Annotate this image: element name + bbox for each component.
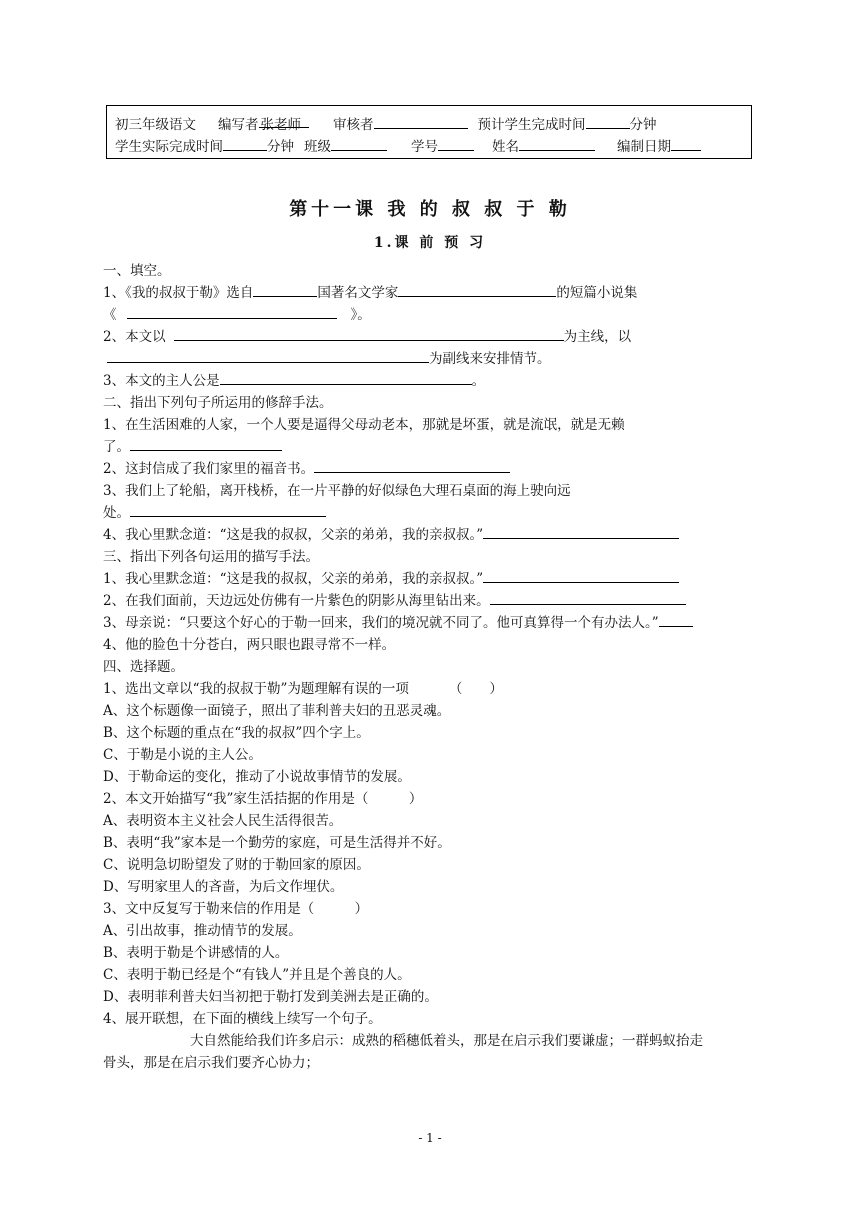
continuation-paragraph-line1: 大自然能给我们许多启示：成熟的稻穗低着头，那是在启示我们要谦虚；一群蚂蚁抬走 <box>190 1033 703 1049</box>
expected-minutes-label: 分钟 <box>629 117 657 133</box>
expected-time-blank <box>586 114 630 129</box>
choice-q4-line: 4、展开联想，在下面的横线上续写一个句子。 <box>103 1011 382 1027</box>
name-blank <box>519 136 595 151</box>
desc-q1-blank[interactable] <box>483 569 679 583</box>
q2-blank-subline[interactable] <box>107 349 429 363</box>
desc-q2-blank[interactable] <box>490 591 686 605</box>
grade-label: 初三年级语文 <box>115 117 196 133</box>
q2-subline <box>103 347 551 367</box>
date-blank <box>671 136 701 151</box>
choice-q3-option-d: D、表明菲利普夫妇当初把于勒打发到美洲去是正确的。 <box>103 989 438 1005</box>
rhetoric-q4-text: 4、我心里默念道：“这是我的叔叔，父亲的弟弟，我的亲叔叔。” <box>103 527 484 543</box>
choice-q3-line: 3、文中反复写于勒来信的作用是（ ） <box>103 901 369 917</box>
rhetoric-q3-end: 处。 <box>103 505 130 521</box>
q2-text-3: 为副线来安排情节。 <box>429 351 551 367</box>
reviewer-label: 审核者 <box>333 117 374 133</box>
rhetoric-q1-blank[interactable] <box>130 437 282 451</box>
desc-q2-text: 2、在我们面前，天边远处仿佛有一片紫色的阴影从海里钻出来。 <box>103 593 490 609</box>
class-blank <box>331 136 387 151</box>
q1-blank-author[interactable] <box>398 283 556 297</box>
choice-q1-option-b: B、这个标题的重点在“我的叔叔”四个字上。 <box>103 725 370 741</box>
desc-q1-line <box>103 567 679 587</box>
author-label: 编写者 <box>218 117 259 133</box>
rhetoric-q4-blank[interactable] <box>483 525 679 539</box>
section-heading-fill-in: 一、填空。 <box>103 263 171 279</box>
reviewer-blank <box>374 114 468 129</box>
choice-q1-option-d: D、于勒命运的变化，推动了小说故事情节的发展。 <box>103 769 411 785</box>
desc-q1-text: 1、我心里默念道：“这是我的叔叔，父亲的弟弟，我的亲叔叔。” <box>103 571 484 587</box>
q3-period: 。 <box>471 373 486 389</box>
choice-q1-line <box>103 677 503 697</box>
name-label: 姓名 <box>492 139 519 155</box>
rhetoric-q2-text: 2、这封信成了我们家里的福音书。 <box>103 461 315 477</box>
rhetoric-q3-line2 <box>103 501 326 521</box>
header-row-1 <box>115 113 657 133</box>
section-heading-description: 三、指出下列各句运用的描写手法。 <box>103 549 319 565</box>
choice-q1-answer-paren[interactable]: （ ） <box>448 681 503 697</box>
page-number: - 1 - <box>418 1131 442 1145</box>
rhetoric-q2-blank[interactable] <box>314 459 510 473</box>
q3-blank-protagonist[interactable] <box>220 371 472 385</box>
choice-q1-option-a: A、这个标题像一面镜子，照出了菲利普夫妇的丑恶灵魂。 <box>103 703 451 719</box>
desc-q2-line <box>103 589 686 609</box>
q1-collection-line <box>103 303 371 323</box>
choice-q3-option-b: B、表明于勒是个讲感情的人。 <box>103 945 289 961</box>
lesson-title: 第十一课 我 的 叔 叔 于 勒 <box>289 199 571 220</box>
continuation-paragraph-line2: 骨头，那是在启示我们要齐心协力； <box>103 1055 319 1071</box>
choice-q2-option-b: B、表明“我”家本是一个勤劳的家庭，可是生活得并不好。 <box>103 835 451 851</box>
q2-text-2: 为主线，以 <box>563 329 632 345</box>
section-heading-choice: 四、选择题。 <box>103 659 184 675</box>
choice-q2-line: 2、本文开始描写“我”家生活拮据的作用是（ ） <box>103 791 423 807</box>
header-row-2 <box>115 135 701 155</box>
actual-time-blank <box>223 136 267 151</box>
rhetoric-q4-line <box>103 523 679 543</box>
class-label: 班级 <box>304 139 331 155</box>
rhetoric-q3-line1: 3、我们上了轮船，离开栈桥，在一片平静的好似绿色大理石桌面的海上驶向远 <box>103 483 571 499</box>
q1-book-open: 《 <box>103 307 117 323</box>
q1-text-3: 的短篇小说集 <box>556 285 638 301</box>
date-label: 编制日期 <box>617 139 671 155</box>
student-no-label: 学号 <box>411 139 438 155</box>
actual-minutes-label: 分钟 <box>267 139 294 155</box>
q2-blank-mainline[interactable] <box>174 327 564 341</box>
q1-text: 1、《我的叔叔于勒》选自 <box>103 285 254 301</box>
q1-blank-collection[interactable] <box>127 305 337 319</box>
author-name: 张老师 <box>259 113 310 128</box>
desc-q4-line: 4、他的脸色十分苍白，两只眼也跟寻常不一样。 <box>103 637 396 653</box>
q1-book-close: 》。 <box>350 307 371 323</box>
expected-time-label: 预计学生完成时间 <box>477 117 586 133</box>
choice-q1-text: 1、选出文章以“我的叔叔于勒”为题理解有误的一项 <box>103 681 409 697</box>
q1-fill-line <box>103 281 637 301</box>
desc-q3-blank[interactable] <box>659 613 693 627</box>
desc-q3-line <box>103 611 693 631</box>
choice-q2-option-d: D、写明家里人的吝啬，为后文作埋伏。 <box>103 879 344 895</box>
actual-time-label: 学生实际完成时间 <box>115 139 223 155</box>
rhetoric-q2-line <box>103 457 510 477</box>
section-heading-rhetoric: 二、指出下列句子所运用的修辞手法。 <box>103 395 333 411</box>
choice-q2-option-a: A、表明资本主义社会人民生活得很苦。 <box>103 813 343 829</box>
choice-q3-option-c: C、表明于勒已经是个“有钱人”并且是个善良的人。 <box>103 967 411 983</box>
student-no-blank <box>438 136 474 151</box>
q3-text: 3、本文的主人公是 <box>103 373 220 389</box>
rhetoric-q1-line2 <box>103 435 282 455</box>
rhetoric-q3-blank[interactable] <box>130 503 326 517</box>
q3-fill-line <box>103 369 485 389</box>
desc-q3-text: 3、母亲说：“只要这个好心的于勒一回来，我们的境况就不同了。他可真算得一个有办法人。” <box>103 615 659 631</box>
section-subtitle: 1.课 前 预 习 <box>373 235 487 251</box>
q1-blank-country[interactable] <box>253 283 317 297</box>
choice-q2-option-c: C、说明急切盼望发了财的于勒回家的原因。 <box>103 857 370 873</box>
info-header-box <box>106 105 752 159</box>
rhetoric-q1-line1: 1、在生活困难的人家，一个人要是逼得父母动老本，那就是坏蛋，就是流氓，就是无赖 <box>103 417 625 433</box>
q2-text: 2、本文以 <box>103 329 166 345</box>
choice-q1-option-c: C、于勒是小说的主人公。 <box>103 747 262 763</box>
choice-q3-option-a: A、引出故事，推动情节的发展。 <box>103 923 302 939</box>
rhetoric-q1-end: 了。 <box>103 439 130 455</box>
q2-fill-line <box>103 325 631 345</box>
q1-text-2: 国著名文学家 <box>317 285 399 301</box>
